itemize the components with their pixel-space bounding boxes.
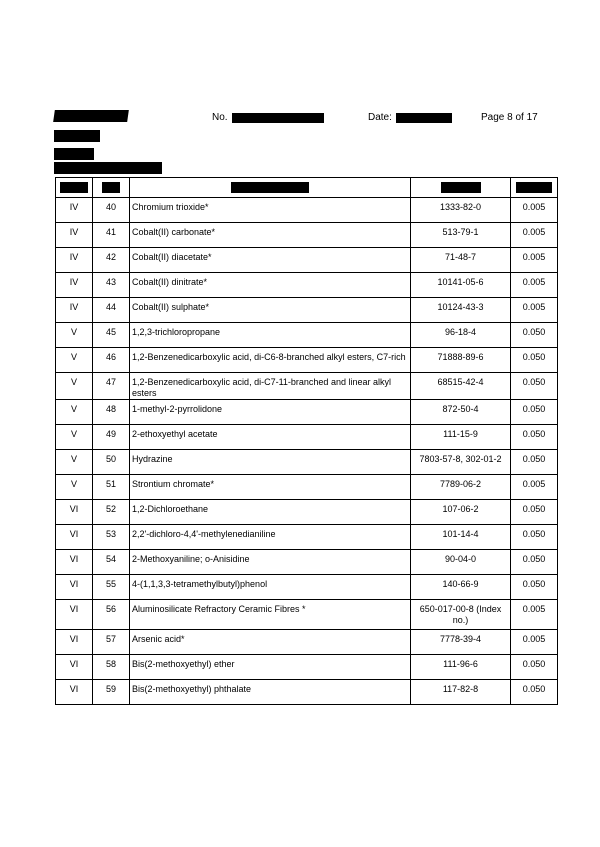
row-limit: 0.050 (511, 348, 558, 373)
row-substance: Bis(2-methoxyethyl) ether (130, 655, 411, 680)
row-limit: 0.005 (511, 475, 558, 500)
row-group: IV (56, 248, 93, 273)
table-row (56, 400, 558, 425)
table-row (56, 348, 558, 373)
table-row (56, 550, 558, 575)
row-number: 54 (93, 550, 130, 575)
row-group: VI (56, 600, 93, 630)
row-limit: 0.050 (511, 680, 558, 705)
row-cas-number: 10141-05-6 (411, 273, 511, 298)
row-number: 49 (93, 425, 130, 450)
row-group: V (56, 373, 93, 400)
row-group: V (56, 323, 93, 348)
row-number: 58 (93, 655, 130, 680)
row-number: 52 (93, 500, 130, 525)
row-substance: Bis(2-methoxyethyl) phthalate (130, 680, 411, 705)
table-row (56, 655, 558, 680)
row-group: VI (56, 500, 93, 525)
row-substance: 1,2-Benzenedicarboxylic acid, di-C6-8-branched alkyl esters, C7-rich (130, 348, 411, 373)
row-number: 48 (93, 400, 130, 425)
row-limit: 0.050 (511, 575, 558, 600)
row-cas-number: 650-017-00-8 (Index no.) (411, 600, 511, 630)
row-number: 57 (93, 630, 130, 655)
row-group: VI (56, 525, 93, 550)
row-cas-number: 101-14-4 (411, 525, 511, 550)
table-row (56, 198, 558, 223)
row-number: 51 (93, 475, 130, 500)
table-row (56, 680, 558, 705)
row-limit: 0.050 (511, 550, 558, 575)
row-group: V (56, 348, 93, 373)
row-cas-number: 1333-82-0 (411, 198, 511, 223)
row-group: V (56, 475, 93, 500)
row-group: VI (56, 575, 93, 600)
row-limit: 0.050 (511, 425, 558, 450)
header-no-redacted (93, 178, 130, 198)
row-limit: 0.050 (511, 373, 558, 400)
row-group: VI (56, 550, 93, 575)
row-limit: 0.050 (511, 450, 558, 475)
row-cas-number: 10124-43-3 (411, 298, 511, 323)
row-substance: 1-methyl-2-pyrrolidone (130, 400, 411, 425)
header-cas-redacted (411, 178, 511, 198)
row-substance: Arsenic acid* (130, 630, 411, 655)
report-subtitle-redacted (54, 130, 100, 142)
page-number: Page 8 of 17 (481, 112, 538, 123)
row-number: 55 (93, 575, 130, 600)
row-limit: 0.005 (511, 273, 558, 298)
row-limit: 0.050 (511, 400, 558, 425)
table-row (56, 630, 558, 655)
row-number: 41 (93, 223, 130, 248)
row-cas-number: 7803-57-8, 302-01-2 (411, 450, 511, 475)
row-cas-number: 140-66-9 (411, 575, 511, 600)
row-cas-number: 90-04-0 (411, 550, 511, 575)
substance-table (55, 177, 558, 705)
row-cas-number: 107-06-2 (411, 500, 511, 525)
header-limit-redacted (511, 178, 558, 198)
row-substance: 4-(1,1,3,3-tetramethylbutyl)phenol (130, 575, 411, 600)
report-number-redacted (232, 113, 324, 123)
row-number: 44 (93, 298, 130, 323)
table-body (56, 198, 558, 705)
row-substance: Cobalt(II) dinitrate* (130, 273, 411, 298)
row-limit: 0.005 (511, 298, 558, 323)
row-cas-number: 71888-89-6 (411, 348, 511, 373)
row-substance: 2-Methoxyaniline; o-Anisidine (130, 550, 411, 575)
row-substance: 2,2'-dichloro-4,4'-methylenedianiline (130, 525, 411, 550)
row-number: 53 (93, 525, 130, 550)
row-limit: 0.050 (511, 500, 558, 525)
table-row (56, 248, 558, 273)
row-cas-number: 71-48-7 (411, 248, 511, 273)
row-cas-number: 513-79-1 (411, 223, 511, 248)
table-row (56, 425, 558, 450)
row-number: 42 (93, 248, 130, 273)
report-date-label: Date: (368, 112, 392, 123)
table-row (56, 475, 558, 500)
row-group: IV (56, 223, 93, 248)
row-limit: 0.050 (511, 655, 558, 680)
row-number: 40 (93, 198, 130, 223)
row-cas-number: 7778-39-4 (411, 630, 511, 655)
row-substance: Cobalt(II) carbonate* (130, 223, 411, 248)
row-cas-number: 872-50-4 (411, 400, 511, 425)
table-row (56, 575, 558, 600)
row-substance: 1,2-Benzenedicarboxylic acid, di-C7-11-branched and linear alkyl esters (130, 373, 411, 400)
table-row (56, 600, 558, 630)
report-number-label: No. (212, 112, 228, 123)
table-row (56, 525, 558, 550)
report-date-redacted (396, 113, 452, 123)
row-group: VI (56, 680, 93, 705)
table-row (56, 373, 558, 400)
table-row (56, 500, 558, 525)
row-cas-number: 96-18-4 (411, 323, 511, 348)
row-limit: 0.005 (511, 248, 558, 273)
table-row (56, 223, 558, 248)
row-limit: 0.005 (511, 198, 558, 223)
row-number: 43 (93, 273, 130, 298)
row-cas-number: 111-15-9 (411, 425, 511, 450)
table-row (56, 273, 558, 298)
row-number: 47 (93, 373, 130, 400)
row-cas-number: 7789-06-2 (411, 475, 511, 500)
row-substance: 1,2,3-trichloropropane (130, 323, 411, 348)
row-number: 59 (93, 680, 130, 705)
row-number: 56 (93, 600, 130, 630)
row-limit: 0.005 (511, 223, 558, 248)
row-limit: 0.050 (511, 525, 558, 550)
row-limit: 0.005 (511, 600, 558, 630)
report-line-redacted-2 (54, 162, 162, 174)
row-substance: Cobalt(II) diacetate* (130, 248, 411, 273)
row-substance: Hydrazine (130, 450, 411, 475)
report-title-redacted (53, 110, 129, 122)
table-header-row (56, 178, 558, 198)
row-cas-number: 117-82-8 (411, 680, 511, 705)
row-number: 45 (93, 323, 130, 348)
report-line-redacted (54, 148, 94, 160)
row-cas-number: 111-96-6 (411, 655, 511, 680)
row-group: IV (56, 273, 93, 298)
row-number: 50 (93, 450, 130, 475)
row-substance: 1,2-Dichloroethane (130, 500, 411, 525)
row-substance: 2-ethoxyethyl acetate (130, 425, 411, 450)
row-group: VI (56, 630, 93, 655)
row-limit: 0.050 (511, 323, 558, 348)
row-substance: Aluminosilicate Refractory Ceramic Fibres * (130, 600, 411, 630)
table-row (56, 323, 558, 348)
row-group: IV (56, 198, 93, 223)
table-row (56, 450, 558, 475)
row-group: V (56, 400, 93, 425)
row-group: V (56, 450, 93, 475)
row-substance: Cobalt(II) sulphate* (130, 298, 411, 323)
row-substance: Chromium trioxide* (130, 198, 411, 223)
row-number: 46 (93, 348, 130, 373)
row-cas-number: 68515-42-4 (411, 373, 511, 400)
table-row (56, 298, 558, 323)
header-group-redacted (56, 178, 93, 198)
row-group: VI (56, 655, 93, 680)
header-substance-redacted (130, 178, 411, 198)
row-group: IV (56, 298, 93, 323)
row-limit: 0.005 (511, 630, 558, 655)
row-substance: Strontium chromate* (130, 475, 411, 500)
row-group: V (56, 425, 93, 450)
